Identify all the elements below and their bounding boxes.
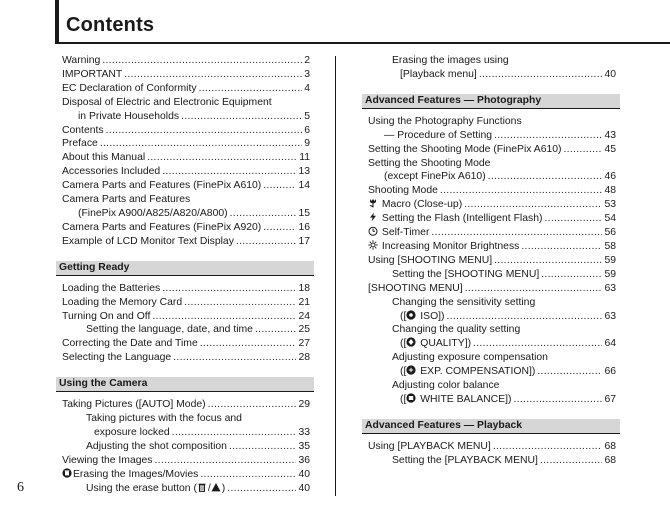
toc-entry[interactable]: Disposal of Electric and Electronic Equipment in Private Households ..... 5	[62, 96, 310, 124]
exp-compensation-icon	[406, 365, 416, 375]
toc-entry[interactable]: Camera Parts and Features (FinePix A920) ..... 16	[62, 221, 310, 235]
toc-entry[interactable]: Macro (Close-up) ..... 53	[368, 198, 616, 212]
section-heading-advanced-photography: Advanced Features — Photography	[362, 94, 620, 109]
erase-circle-icon	[62, 468, 72, 478]
white-balance-icon	[406, 393, 416, 403]
toc-left-column	[59, 54, 310, 495]
toc-entry[interactable]: Using [PLAYBACK MENU] ..... 68	[368, 440, 616, 454]
column-divider	[335, 56, 336, 496]
tulip-macro-icon	[368, 198, 378, 208]
toc-entry[interactable]: Contents ..... 6	[62, 124, 310, 138]
toc-entry[interactable]: Loading the Batteries ..... 18	[62, 282, 310, 296]
toc-entry[interactable]: Setting the Shooting Mode (except FinePix A610) ..... 46	[368, 157, 616, 185]
toc-entry[interactable]: Camera Parts and Features (FinePix A610) ..... 14	[62, 179, 310, 193]
toc-entry[interactable]: Changing the quality setting ([ QUALITY]) ..... 64	[368, 323, 616, 351]
toc-entry[interactable]: Setting the Shooting Mode (FinePix A610) ..... 45	[368, 143, 616, 157]
toc-entry[interactable]: Loading the Memory Card ..... 21	[62, 296, 310, 310]
toc-entry[interactable]: Warning ..... 2	[62, 54, 310, 68]
toc-entry[interactable]: Erasing the images using [Playback menu] ..... 40	[368, 54, 616, 82]
toc-entry[interactable]: Increasing Monitor Brightness ..... 58	[368, 240, 616, 254]
toc-entry[interactable]: About this Manual ..... 11	[62, 151, 310, 165]
section-heading-advanced-playback: Advanced Features — Playback	[362, 419, 620, 434]
toc-entry[interactable]: Turning On and Off ..... 24	[62, 310, 310, 324]
play-triangle-icon	[211, 482, 221, 492]
toc-entry[interactable]: Example of LCD Monitor Text Display ..... 17	[62, 235, 310, 249]
header-horizontal-rule	[55, 42, 670, 44]
toc-entry[interactable]: Shooting Mode ..... 48	[368, 184, 616, 198]
toc-entry[interactable]: Viewing the Images ..... 36	[62, 454, 310, 468]
toc-entry[interactable]: Selecting the Language ..... 28	[62, 351, 310, 365]
section-heading-getting-ready: Getting Ready	[56, 261, 314, 276]
toc-entry[interactable]: Setting the Flash (Intelligent Flash) ..... 54	[368, 212, 616, 226]
toc-entry[interactable]: Taking pictures with the focus and exposure locked ..... 33	[62, 412, 310, 440]
header-vertical-rule	[55, 0, 59, 44]
toc-entry[interactable]: Accessories Included ..... 13	[62, 165, 310, 179]
toc-entry[interactable]: Camera Parts and Features (FinePix A900/A825/A820/A800) ..... 15	[62, 193, 310, 221]
toc-entry[interactable]: Using the erase button ( / ) ..... 40	[62, 482, 310, 496]
sun-brightness-icon	[368, 240, 378, 250]
toc-right-column	[365, 54, 616, 468]
toc-entry[interactable]: Setting the [SHOOTING MENU] ..... 59	[368, 268, 616, 282]
iso-menu-icon	[406, 310, 416, 320]
toc-entry[interactable]: Adjusting the shot composition ..... 35	[62, 440, 310, 454]
toc-entry[interactable]: Using [SHOOTING MENU] ..... 59	[368, 254, 616, 268]
trash-icon	[197, 482, 207, 492]
toc-entry[interactable]: [SHOOTING MENU] ..... 63	[368, 282, 616, 296]
toc-entry[interactable]: Adjusting exposure compensation ([ EXP. COMPENSATION]) ..... 66	[368, 351, 616, 379]
toc-entry[interactable]: IMPORTANT ..... 3	[62, 68, 310, 82]
toc-entry[interactable]: Setting the language, date, and time ..... 25	[62, 323, 310, 337]
toc-entry[interactable]: Correcting the Date and Time ..... 27	[62, 337, 310, 351]
toc-entry[interactable]: Preface ..... 9	[62, 137, 310, 151]
toc-entry[interactable]: Erasing the Images/Movies ..... 40	[62, 468, 310, 482]
toc-entry[interactable]: EC Declaration of Conformity ..... 4	[62, 82, 310, 96]
flash-bolt-icon	[368, 212, 378, 222]
toc-entry[interactable]: Adjusting color balance ([ WHITE BALANCE]) ..... 67	[368, 379, 616, 407]
page-number: 6	[17, 480, 24, 495]
self-timer-icon	[368, 226, 378, 236]
toc-entry[interactable]: Taking Pictures ([AUTO] Mode) ..... 29	[62, 398, 310, 412]
section-heading-using-camera: Using the Camera	[56, 377, 314, 392]
quality-menu-icon	[406, 337, 416, 347]
toc-entry[interactable]: Setting the [PLAYBACK MENU] ..... 68	[368, 454, 616, 468]
page-title: Contents	[66, 14, 155, 36]
toc-entry[interactable]: Self-Timer ..... 56	[368, 226, 616, 240]
toc-entry[interactable]: Changing the sensitivity setting ([ ISO]) ..... 63	[368, 296, 616, 324]
toc-entry[interactable]: Using the Photography Functions — Procedure of Setting ..... 43	[368, 115, 616, 143]
